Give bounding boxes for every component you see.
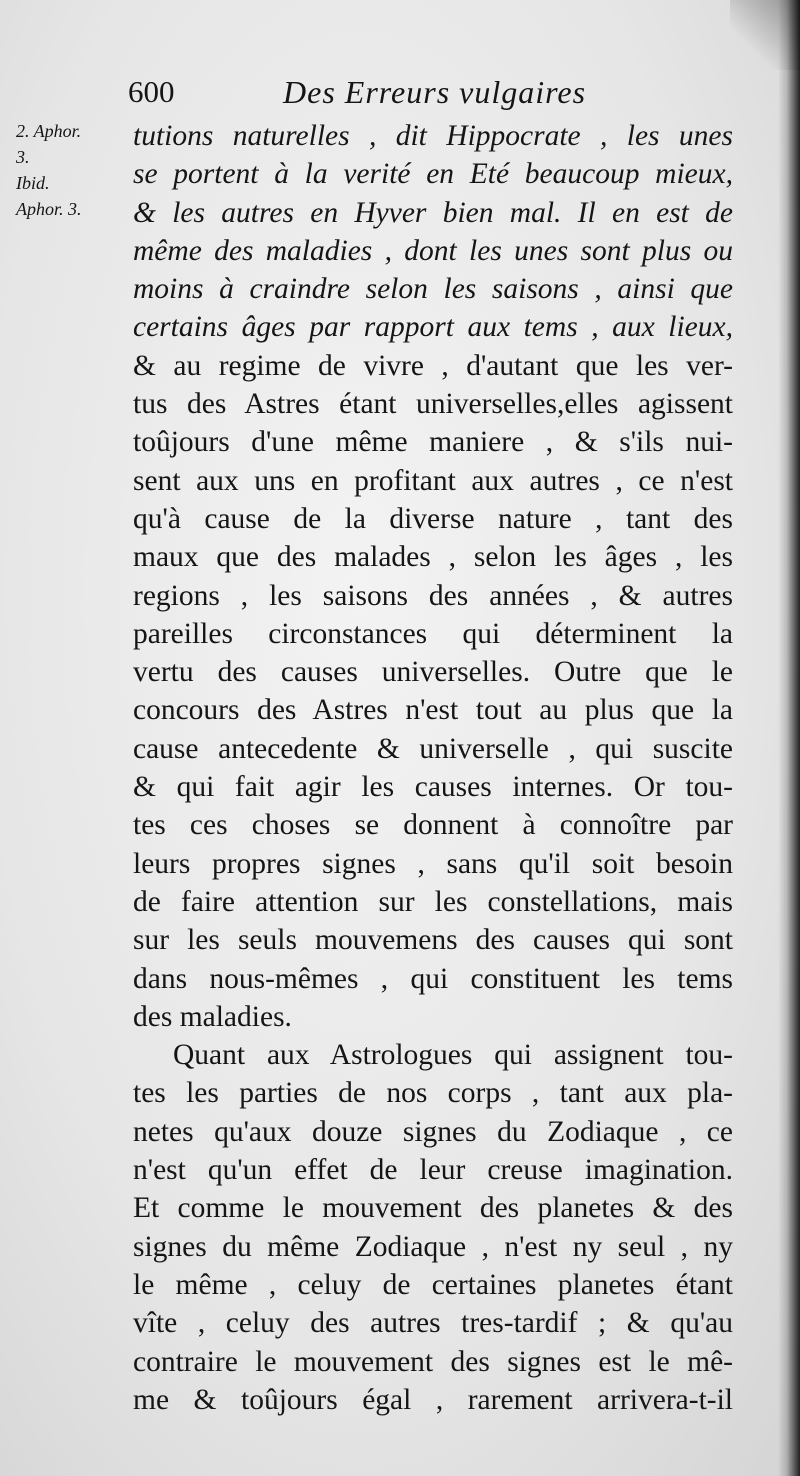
text-line: regions , les saisons des années , & autres <box>133 579 733 612</box>
body-text <box>133 117 733 1419</box>
margin-note: 3. <box>16 147 30 167</box>
text-line: maux que des malades , selon les âges , les <box>133 541 733 574</box>
text-line: toûjours d'une même maniere , & s'ils nui- <box>133 426 733 459</box>
text-line: sur les seuls mouvemens des causes qui sont <box>133 924 733 957</box>
text-line: tes les parties de nos corps , tant aux pla- <box>133 1077 733 1110</box>
text-line: tes ces choses se donnent à connoître par <box>133 809 733 842</box>
margin-note: Ibid. <box>16 173 50 193</box>
text-line: vîte , celuy des autres tres-tardif ; & qu'au <box>133 1307 733 1340</box>
text-line: se portent à la verité en Eté beaucoup mieux, <box>133 158 733 191</box>
text-line: & les autres en Hyver bien mal. Il en est de <box>133 196 733 229</box>
running-head <box>128 72 628 112</box>
page-corner-shadow <box>730 0 800 70</box>
text-line: Quant aux Astrologues qui assignent tou- <box>173 1039 733 1072</box>
text-line: & qui fait agir les causes internes. Or tou- <box>133 771 733 804</box>
text-line: de faire attention sur les constellations, mais <box>133 885 733 918</box>
text-line: moins à craindre selon les saisons , ainsi que <box>133 273 733 306</box>
text-line: cause antecedente & universelle , qui suscite <box>133 732 733 765</box>
text-line: Et comme le mouvement des planetes & des <box>133 1192 733 1225</box>
text-line: contraire le mouvement des signes est le mê- <box>133 1345 733 1378</box>
margin-notes <box>16 118 126 222</box>
text-line: n'est qu'un effet de leur creuse imagination. <box>133 1154 733 1187</box>
text-line: sent aux uns en profitant aux autres , ce n'est <box>133 464 733 497</box>
margin-note: Aphor. 3. <box>16 199 82 219</box>
text-line: certains âges par rapport aux tems , aux lieux, <box>133 311 733 344</box>
text-line: tutions naturelles , dit Hippocrate , les unes <box>133 120 733 152</box>
page-binding-shadow <box>778 0 800 1476</box>
margin-note: 2. Aphor. <box>16 121 82 141</box>
page-number: 600 <box>128 74 175 109</box>
text-line: & au regime de vivre , d'autant que les ver- <box>133 349 733 382</box>
running-title: Des Erreurs vulgaires <box>283 74 587 110</box>
text-line: qu'à cause de la diverse nature , tant des <box>133 502 733 535</box>
text-line: même des maladies , dont les unes sont plus ou <box>133 234 733 267</box>
text-line: signes du même Zodiaque , n'est ny seul , ny <box>133 1230 733 1263</box>
text-line: dans nous-mêmes , qui constituent les tems <box>133 962 733 995</box>
text-line: des maladies. <box>133 1000 292 1033</box>
text-line: le même , celuy de certaines planetes étant <box>133 1268 733 1301</box>
text-line: me & toûjours égal , rarement arrivera-t-il <box>133 1383 733 1416</box>
text-line: pareilles circonstances qui déterminent la <box>133 617 733 650</box>
text-line: concours des Astres n'est tout au plus que la <box>133 694 733 727</box>
text-line: vertu des causes universelles. Outre que le <box>133 656 733 689</box>
text-line: tus des Astres étant universelles,elles agissent <box>133 388 733 421</box>
text-line: netes qu'aux douze signes du Zodiaque , ce <box>133 1115 733 1148</box>
text-line: leurs propres signes , sans qu'il soit besoin <box>133 847 733 880</box>
